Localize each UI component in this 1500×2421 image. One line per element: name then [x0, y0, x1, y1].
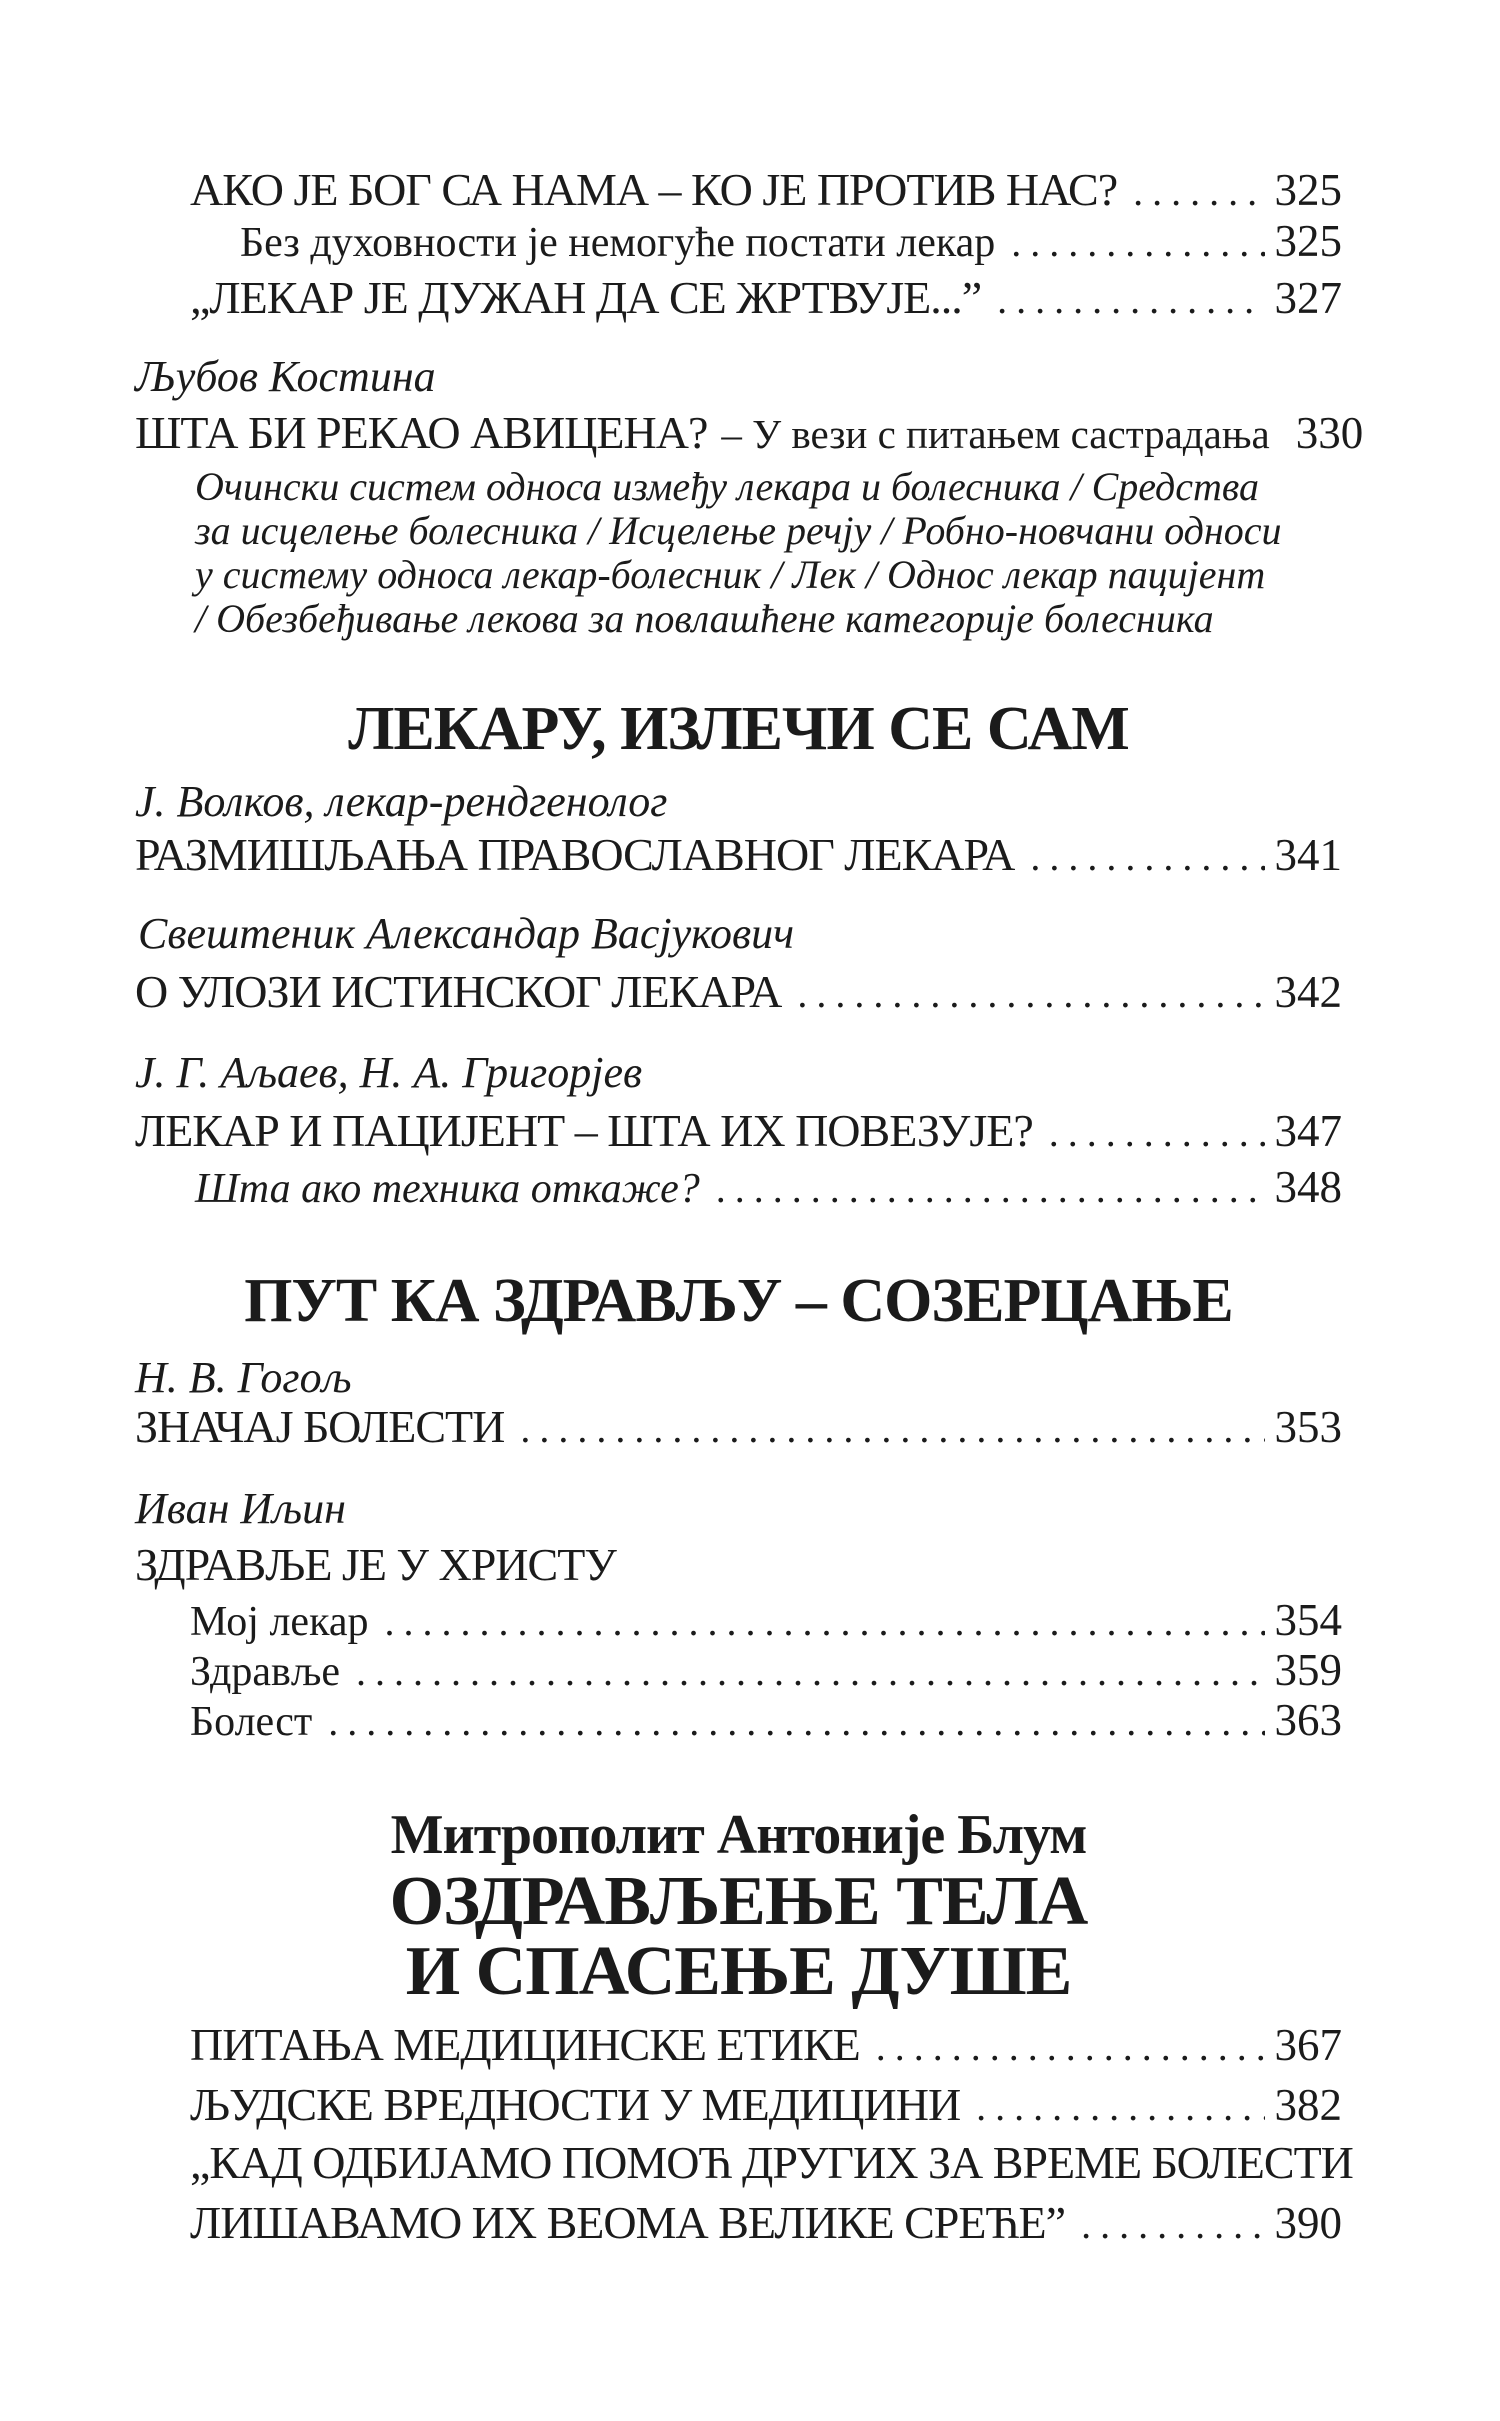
toc-entry	[135, 965, 1342, 1018]
description-line: за исцелење болесника / Исцелење речју / Робно-новчани односи	[195, 508, 1282, 553]
toc-author-name: Љубов Костина	[135, 352, 436, 401]
description-line: у систему односа лекар-болесник / Лек / Однос лекар пацијент	[195, 552, 1266, 597]
toc-subentry-title: Без духовности је немогуће постати лекар	[240, 220, 996, 266]
toc-author-name: Н. В. Гогољ	[135, 1353, 352, 1402]
toc-author-name: Свештеник Александар Васјукович	[138, 909, 795, 958]
page-number: 327	[1274, 273, 1342, 323]
page-number: 390	[1274, 2198, 1342, 2248]
toc-entry	[190, 2018, 1342, 2071]
description-line: Очински систем односа између лекара и болесника / Средства	[195, 464, 1260, 509]
toc-entry	[190, 163, 1342, 216]
toc-entry	[190, 2196, 1342, 2249]
dot-leader	[876, 2023, 1265, 2070]
toc-author	[135, 1352, 351, 1403]
page-number: 341	[1274, 830, 1342, 880]
chapter-title: ОЗДРАВЉЕЊЕ ТЕЛА	[389, 1863, 1088, 1940]
toc-subentry-title: Шта ако техника откаже?	[195, 1166, 700, 1212]
toc-entry-title: „КАД ОДБИЈАМО ПОМОЋ ДРУГИХ ЗА ВРЕМЕ БОЛЕСТИ	[190, 2137, 1353, 2188]
toc-entry-title: „ЛЕКАР ЈЕ ДУЖАН ДА СЕ ЖРТВУЈЕ...”	[190, 272, 982, 323]
toc-entry-title: РАЗМИШЉАЊА ПРАВОСЛАВНОГ ЛЕКАРА	[135, 829, 1015, 880]
toc-author	[135, 1047, 642, 1098]
page-number: 325	[1274, 216, 1342, 266]
toc-entry-title: ЛЕКАР И ПАЦИЈЕНТ – ШТА ИХ ПОВЕЗУЈЕ?	[135, 1105, 1033, 1156]
page-number: 353	[1274, 1402, 1342, 1452]
toc-entry-title: ЛИШАВАМО ИХ ВЕОМА ВЕЛИКЕ СРЕЋЕ”	[190, 2197, 1066, 2248]
toc-subentry-title: Болест	[190, 1699, 313, 1745]
page-number: 363	[1274, 1695, 1342, 1745]
dot-leader	[797, 970, 1264, 1017]
chapter-author: Митрополит Антоније Блум	[390, 1804, 1087, 1866]
chapter-title: И СПАСЕЊЕ ДУШЕ	[405, 1933, 1072, 2010]
dot-leader	[976, 2083, 1264, 2130]
toc-author-name: Ј. Г. Аљаев, Н. А. Григорјев	[135, 1048, 643, 1097]
toc-author	[135, 1483, 346, 1534]
dot-leader	[520, 1405, 1264, 1452]
dot-leader	[1081, 2201, 1264, 2248]
toc-entry	[135, 406, 1364, 459]
dot-leader	[384, 1598, 1264, 1645]
dot-leader	[716, 1165, 1265, 1212]
section-header: ПУТ КА ЗДРАВЉУ – СОЗЕРЦАЊЕ	[244, 1267, 1233, 1335]
toc-entry-title: АКО ЈЕ БОГ СА НАМА – КО ЈЕ ПРОТИВ НАС?	[190, 164, 1118, 215]
toc-entry-title: ЗНАЧАЈ БОЛЕСТИ	[135, 1401, 505, 1452]
section-header: ЛЕКАРУ, ИЗЛЕЧИ СЕ САМ	[348, 695, 1129, 763]
dot-leader	[328, 1698, 1264, 1745]
dot-leader	[1133, 168, 1264, 215]
toc-entry-title: ПИТАЊА МЕДИЦИНСКЕ ЕТИКЕ	[190, 2019, 860, 2070]
toc-author	[138, 908, 794, 959]
toc-entry-title: ЉУДСКЕ ВРЕДНОСТИ У МЕДИЦИНИ	[190, 2079, 961, 2130]
page-number: 359	[1274, 1645, 1342, 1695]
dot-leader	[997, 276, 1264, 323]
toc-subentry-title: Мој лекар	[190, 1599, 369, 1645]
page-number: 348	[1274, 1162, 1342, 1212]
toc-entry	[135, 1400, 1342, 1453]
page-number: 367	[1274, 2020, 1342, 2070]
toc-entry	[135, 1104, 1342, 1157]
page-number: 347	[1274, 1106, 1342, 1156]
toc-subentry-title: Здравље	[190, 1649, 341, 1695]
toc-author	[135, 351, 436, 402]
dot-leader	[1011, 219, 1264, 266]
page-number: 354	[1274, 1595, 1342, 1645]
toc-entry-title: ШТА БИ РЕКАО АВИЦЕНА?	[135, 407, 708, 458]
toc-entry-title: О УЛОЗИ ИСТИНСКОГ ЛЕКАРА	[135, 966, 782, 1017]
toc-subentry	[195, 1161, 1342, 1213]
dot-leader	[356, 1648, 1264, 1695]
toc-subentry	[190, 1694, 1342, 1746]
page-number: 325	[1274, 165, 1342, 215]
toc-entry-description	[195, 465, 1282, 641]
toc-entry	[135, 1538, 616, 1591]
toc-author-name: Ј. Волков, лекар-рендгенолог	[135, 777, 668, 826]
toc-entry	[190, 2078, 1342, 2131]
toc-entry	[190, 2136, 1353, 2189]
toc-entry-title: ЗДРАВЉЕ ЈЕ У ХРИСТУ	[135, 1539, 616, 1590]
toc-entry-subtitle: – У вези с питањем састрадања	[721, 411, 1270, 457]
toc-entry	[135, 828, 1342, 881]
toc-entry	[190, 271, 1342, 324]
page-number: 342	[1274, 967, 1342, 1017]
toc-author-name: Иван Иљин	[135, 1484, 346, 1533]
toc-subentry	[190, 1594, 1342, 1646]
dot-leader	[1049, 1109, 1265, 1156]
description-line: / Обезбеђивање лекова за повлашћене категорије болесника	[195, 596, 1214, 641]
dot-leader	[1030, 833, 1264, 880]
page-number: 330	[1295, 408, 1364, 458]
toc-subentry	[190, 1644, 1342, 1696]
page-number: 382	[1274, 2080, 1342, 2130]
toc-author	[135, 776, 667, 827]
toc-subentry	[240, 215, 1342, 267]
